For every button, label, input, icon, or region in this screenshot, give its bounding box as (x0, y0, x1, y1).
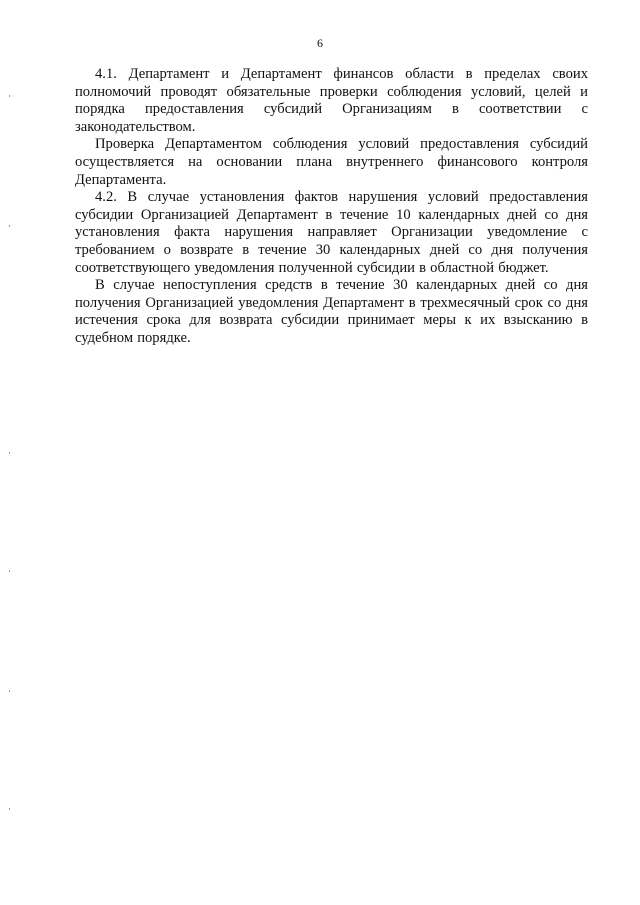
scan-margin-mark (9, 452, 10, 454)
scan-margin-mark (9, 690, 10, 692)
scan-margin-mark (9, 95, 10, 97)
scan-margin-mark (9, 225, 10, 227)
scan-margin-mark (9, 570, 10, 572)
paragraph-4-1: 4.1. Департамент и Департамент финансов области в пределах своих полномочий проводят обязательные проверки соблюдения условий, целей и порядка предоставления субсидий Организациям в соответствии с законодательством. (75, 66, 588, 135)
paragraph-4-2: 4.2. В случае установления фактов нарушения условий предоставления субсидии Организацией Департамент в течение 10 календарных дней со дня установления факта нарушения направляет Организации уведомление с требованием о возврате в течение 30 календарных дней со дня получения соответствующего уведомления полученной субсидии в областной бюджет. (75, 189, 588, 276)
paragraph-recovery: В случае непоступления средств в течение 30 календарных дней со дня получения Организацией уведомления Департамент в трехмесячный срок со дня истечения срока для возврата субсидии принимает меры к их взысканию в судебном порядке. (75, 277, 588, 346)
paragraph-control-plan: Проверка Департаментом соблюдения условий предоставления субсидий осуществляется на основании плана внутреннего финансового контроля Департамента. (75, 136, 588, 188)
scan-margin-mark (9, 808, 10, 810)
document-body (75, 66, 588, 348)
page-number: 6 (317, 36, 323, 50)
